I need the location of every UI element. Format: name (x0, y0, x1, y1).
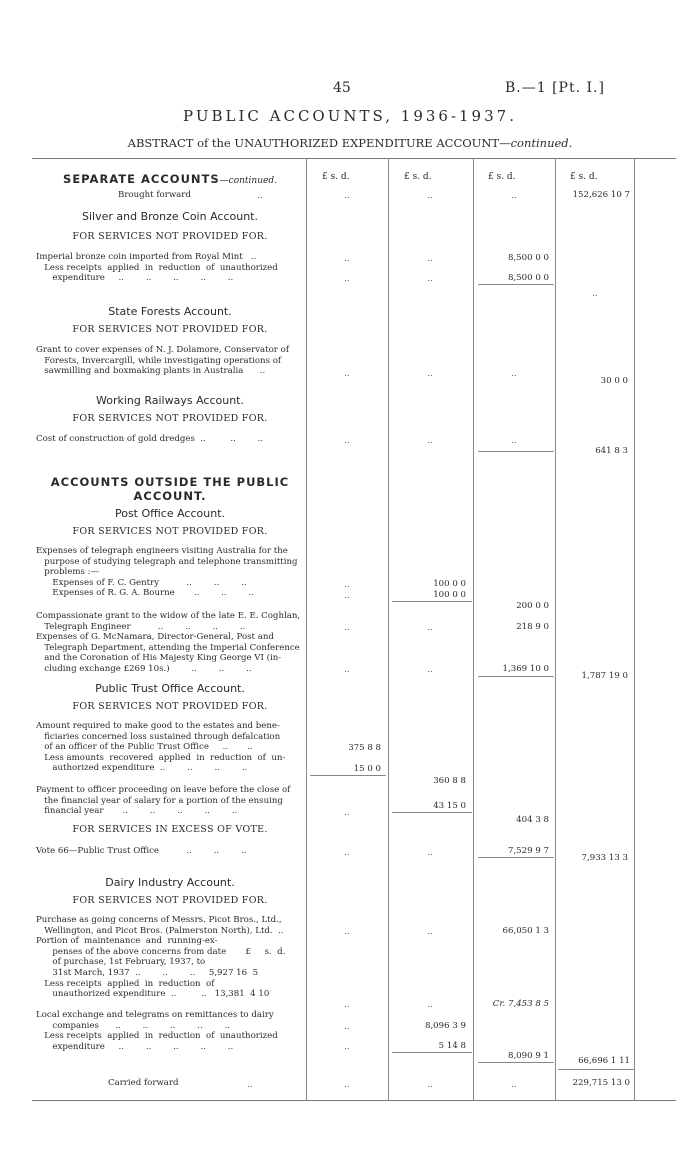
trust-underline-2 (392, 812, 472, 813)
outside-public-account-heading-1: ACCOUNTS OUTSIDE THE PUBLIC (50, 475, 290, 489)
dairy-value-1: 66,050 1 3 (502, 926, 549, 936)
dots: .. (511, 191, 517, 201)
trust-value-b2: 43 15 0 (433, 801, 466, 811)
dairy-industry-text-2: Local exchange and telegrams on remittances to dairy companies .. .. .. .. .. Less receipts applied in reduction of unauthorized expenditure .. .. .. .. .. (36, 1010, 278, 1052)
subtitle-main: ABSTRACT of the UNAUTHORIZED EXPENDITURE ACCOUNT (127, 136, 500, 150)
post-office-text-1: Expenses of telegraph engineers visiting Australia for the purpose of studying telegraph and telephone transmitting problems :— Expenses of F. C. Gentry .. .. .. Expenses of R. G. A. Bourne .. .. .. (36, 546, 298, 599)
dots: .. (344, 1042, 350, 1052)
public-trust-text-2: Payment to officer proceeding on leave before the close of the financial year of salary for a portion of the ensuing financial year .. .. .. .. .. (36, 785, 291, 817)
working-railways-total: 641 8 3 (595, 446, 628, 456)
silver-underline (478, 284, 554, 285)
dots: .. (344, 254, 350, 264)
state-forests-heading: State Forests Account. (108, 305, 232, 318)
post-office-text-2: Compassionate grant to the widow of the late E. E. Coghlan, Telegraph Engineer .. .. .. .. Expenses of G. McNamara, Director-General, Post and Telegraph Department, attending the Imperial Conference and the Coronation of His Majesty King George VI (in- cluding exchange £269 10s.) .. .. .. (36, 611, 301, 674)
dots: .. (344, 191, 350, 201)
post-value-3: 218 9 0 (516, 622, 549, 632)
dots: .. (427, 665, 433, 675)
page-title: PUBLIC ACCOUNTS, 1936-1937. (183, 107, 517, 125)
dairy-underline-2 (478, 1062, 554, 1063)
dairy-industry-heading: Dairy Industry Account. (105, 876, 235, 889)
column-header-1: £ s. d. (322, 172, 350, 182)
post-value-2: 100 0 0 (433, 590, 466, 600)
silver-bronze-text: Imperial bronze coin imported from Royal Mint .. Less receipts applied in reduction of unauthorized expenditure .. .. .. .. .. (36, 252, 278, 284)
silver-bronze-heading: Silver and Bronze Coin Account. (82, 210, 258, 223)
dots: .. (511, 436, 517, 446)
not-provided-heading: FOR SERVICES NOT PROVIDED FOR. (72, 324, 268, 335)
public-trust-total: 7,933 13 3 (581, 853, 628, 863)
column-divider-4 (555, 158, 556, 1100)
dots: .. (344, 436, 350, 446)
trust-underline-1 (310, 775, 386, 776)
dots: .. (427, 1080, 433, 1090)
dots: .. (344, 591, 350, 601)
not-provided-heading: FOR SERVICES NOT PROVIDED FOR. (72, 413, 268, 424)
dots: .. (344, 274, 350, 284)
working-underline (478, 451, 554, 452)
section-separate-accounts (35, 172, 305, 186)
document-reference: B.—1 [Pt. I.] (505, 80, 605, 96)
dots: .. (511, 369, 517, 379)
dots: .. (344, 927, 350, 937)
dairy-underline-1 (392, 1052, 472, 1053)
post-value-4: 1,369 10 0 (502, 664, 549, 674)
table-bottom-rule (32, 1100, 676, 1101)
public-trust-heading: Public Trust Office Account. (95, 682, 245, 695)
dots: .. (427, 191, 433, 201)
dots: .. (344, 1080, 350, 1090)
not-provided-heading: FOR SERVICES NOT PROVIDED FOR. (72, 895, 268, 906)
dairy-industry-total: 66,696 1 11 (578, 1056, 630, 1066)
post-office-total: 1,787 19 0 (581, 671, 628, 681)
dairy-underline-3 (558, 1069, 634, 1070)
column-header-2: £ s. d. (404, 172, 432, 182)
dots: .. (344, 580, 350, 590)
brought-forward-total: 152,626 10 7 (572, 190, 630, 200)
dairy-value-b2: 5 14 8 (438, 1041, 466, 1051)
dots: .. (427, 369, 433, 379)
dots: .. (427, 848, 433, 858)
column-header-3: £ s. d. (488, 172, 516, 182)
public-trust-text-1: Amount required to make good to the estates and bene- ficiaries concerned loss sustained through defalcation of an officer of the Public Trust Office .. .. Less amounts recovered applied in reduction of un- authorized expenditure .. .. .. .. (36, 721, 286, 774)
carried-forward-label: Carried forward (108, 1078, 179, 1088)
dots: .. (427, 274, 433, 284)
state-forests-text: Grant to cover expenses of N. J. Dolamore, Conservator of Forests, Invercargill, while investigating operations of sawmilling and boxmaking plants in Australia .. (36, 345, 289, 377)
vote-66-value: 7,529 9 7 (507, 846, 549, 856)
column-divider-2 (388, 158, 389, 1100)
table-top-rule (32, 158, 676, 159)
dots: .. (344, 848, 350, 858)
dots: .. (511, 1080, 517, 1090)
trust-value-a1: 375 8 8 (348, 743, 381, 753)
not-provided-heading: FOR SERVICES NOT PROVIDED FOR. (72, 231, 268, 242)
outside-public-account-heading-2: ACCOUNT. (133, 489, 207, 503)
not-provided-heading: FOR SERVICES NOT PROVIDED FOR. (72, 526, 268, 537)
working-railways-text: Cost of construction of gold dredges .. .. .. (36, 434, 264, 444)
dots: .. (427, 1000, 433, 1010)
dots: .. (344, 369, 350, 379)
brought-forward-label: Brought forward (118, 190, 191, 200)
post-underline-2 (478, 676, 554, 677)
dairy-industry-text-1: Purchase as going concerns of Messrs. Picot Bros., Ltd., Wellington, and Picot Bros. (Palmerston North), Ltd. .. Portion of maintenance and running-ex- penses of the above concerns from date £ s. d. of purchase, 1st February, 1937, to 31st March, 1937 .. .. .. 5,927 16 5 Less receipts applied in reduction of unauthorized expenditure .. .. 13,381 4 10 (36, 915, 286, 1000)
dots: .. (247, 1080, 253, 1090)
dairy-credit: Cr. 7,453 8 5 (492, 999, 549, 1009)
post-underline-1 (392, 601, 472, 602)
subtitle-continued: —continued. (499, 136, 573, 150)
column-divider-5 (634, 158, 635, 1100)
trust-value-b1: 360 8 8 (433, 776, 466, 786)
post-sum: 200 0 0 (516, 601, 549, 611)
state-forests-total: 30 0 0 (600, 376, 628, 386)
dairy-sum: 8,090 9 1 (507, 1051, 549, 1061)
separate-heading: SEPARATE ACCOUNTS (63, 172, 220, 186)
dots: .. (427, 254, 433, 264)
dairy-value-b1: 8,096 3 9 (424, 1021, 466, 1031)
dots: .. (427, 927, 433, 937)
dots: .. (344, 623, 350, 633)
column-header-4: £ s. d. (570, 172, 598, 182)
trust-sum: 404 3 8 (516, 815, 549, 825)
trust-underline-3 (478, 857, 554, 858)
column-divider-1 (306, 158, 307, 1100)
page-subtitle (0, 136, 700, 150)
silver-value-1: 8,500 0 0 (507, 253, 549, 263)
page-number: 45 (333, 80, 351, 96)
not-provided-heading: FOR SERVICES NOT PROVIDED FOR. (72, 701, 268, 712)
silver-value-2: 8,500 0 0 (507, 273, 549, 283)
excess-of-vote-heading: FOR SERVICES IN EXCESS OF VOTE. (72, 824, 268, 835)
vote-66-text: Vote 66—Public Trust Office .. .. .. (36, 846, 247, 856)
dots: .. (592, 289, 598, 299)
dots: .. (344, 1000, 350, 1010)
carried-forward-total: 229,715 13 0 (572, 1078, 630, 1088)
dots: .. (344, 808, 350, 818)
post-office-heading: Post Office Account. (114, 507, 226, 520)
dots: .. (427, 436, 433, 446)
working-railways-heading: Working Railways Account. (95, 394, 244, 407)
dots: .. (344, 1022, 350, 1032)
dots: .. (344, 665, 350, 675)
dots: .. (257, 191, 263, 201)
dots: .. (427, 623, 433, 633)
post-value-1: 100 0 0 (433, 579, 466, 589)
trust-value-a2: 15 0 0 (353, 764, 381, 774)
separate-continued: —continued. (219, 176, 277, 186)
